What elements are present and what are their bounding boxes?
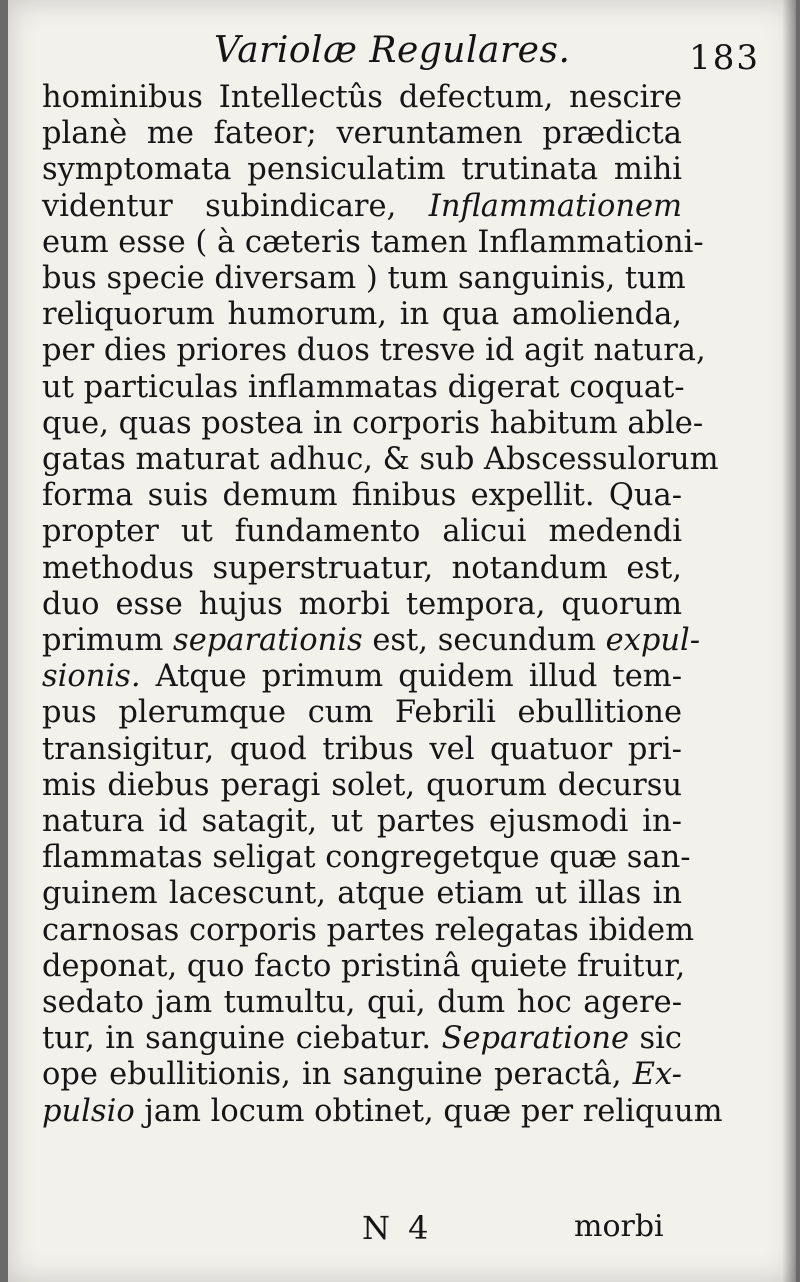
text-segment: tur, in sanguine ciebatur.	[42, 1021, 442, 1057]
italic-term: separationis	[173, 623, 363, 659]
text-segment: est, secundum	[362, 623, 606, 659]
text-line: mis diebus peragi solet, quorum decursu	[42, 767, 682, 803]
text-line: que, quas postea in corporis habitum able-	[42, 405, 704, 441]
text-line: natura id satagit, ut partes ejusmodi in-	[42, 804, 682, 840]
italic-term: expul-	[605, 623, 701, 659]
italic-term: sionis.	[42, 659, 141, 695]
text-line: sedato jam tumultu, qui, dum hoc agere-	[42, 985, 682, 1021]
text-line	[42, 659, 682, 695]
text-line: propter ut fundamento alicui medendi	[42, 514, 682, 550]
text-line: per dies priores duos tresve id agit natura,	[42, 333, 706, 369]
page-number: 183	[689, 38, 760, 78]
text-line: planè me fateor; veruntamen prædicta	[42, 116, 682, 152]
text-line: deponat, quo facto pristinâ quiete fruitur,	[42, 948, 686, 984]
text-line: ut particulas inflammatas digerat coquat-	[42, 369, 685, 405]
text-line: flammatas seligat congregetque quæ san-	[42, 840, 691, 876]
text-line: carnosas corporis partes relegatas ibidem	[42, 912, 695, 948]
signature-mark: N 4	[362, 1209, 433, 1247]
text-line: methodus superstruatur, notandum est,	[42, 550, 682, 586]
text-line	[42, 1093, 723, 1130]
page-header	[8, 22, 796, 82]
text-line	[42, 1021, 682, 1057]
running-head: Variolæ Regulares.	[214, 30, 571, 71]
text-line: symptomata pensiculatim trutinata mihi	[42, 152, 682, 188]
text-line: hominibus Intellectûs defectum, nescire	[42, 80, 682, 115]
text-line: reliquorum humorum, in qua amolienda,	[42, 297, 682, 333]
text-segment: ope ebullitionis, in sanguine peractâ,	[42, 1057, 633, 1093]
text-segment: primum	[42, 623, 174, 659]
italic-term: Separatione	[441, 1021, 630, 1057]
text-line	[42, 189, 682, 225]
text-line: guinem lacescunt, atque etiam ut illas in	[42, 876, 682, 912]
text-segment: sic	[629, 1021, 683, 1057]
page-footer	[8, 1205, 796, 1255]
text-line	[42, 1057, 682, 1093]
text-line: duo esse hujus morbi tempora, quorum	[42, 586, 682, 622]
book-page	[8, 0, 796, 1282]
text-line	[42, 623, 701, 659]
text-line: transigitur, quod tribus vel quatuor pri-	[42, 731, 682, 767]
catchword: morbi	[574, 1209, 664, 1244]
text-segment: Atque primum quidem illud tem-	[140, 659, 682, 695]
italic-term: Inflammationem	[428, 188, 682, 224]
italic-term: Ex-	[632, 1057, 682, 1093]
text-line: gatas maturat adhuc, & sub Abscessulorum	[42, 442, 719, 478]
text-line: forma suis demum finibus expellit. Qua-	[42, 478, 682, 514]
body-text	[42, 80, 723, 1130]
text-line: bus specie diversam ) tum sanguinis, tum	[42, 261, 686, 297]
text-line: pus plerumque cum Febrili ebullitione	[42, 695, 682, 731]
text-segment: videntur subindicare,	[42, 188, 429, 224]
text-line: eum esse ( à cæteris tamen Inflammationi-	[42, 224, 704, 260]
italic-term: pulsio	[42, 1093, 135, 1129]
text-segment: jam locum obtinet, quæ per reliquum	[134, 1093, 723, 1129]
